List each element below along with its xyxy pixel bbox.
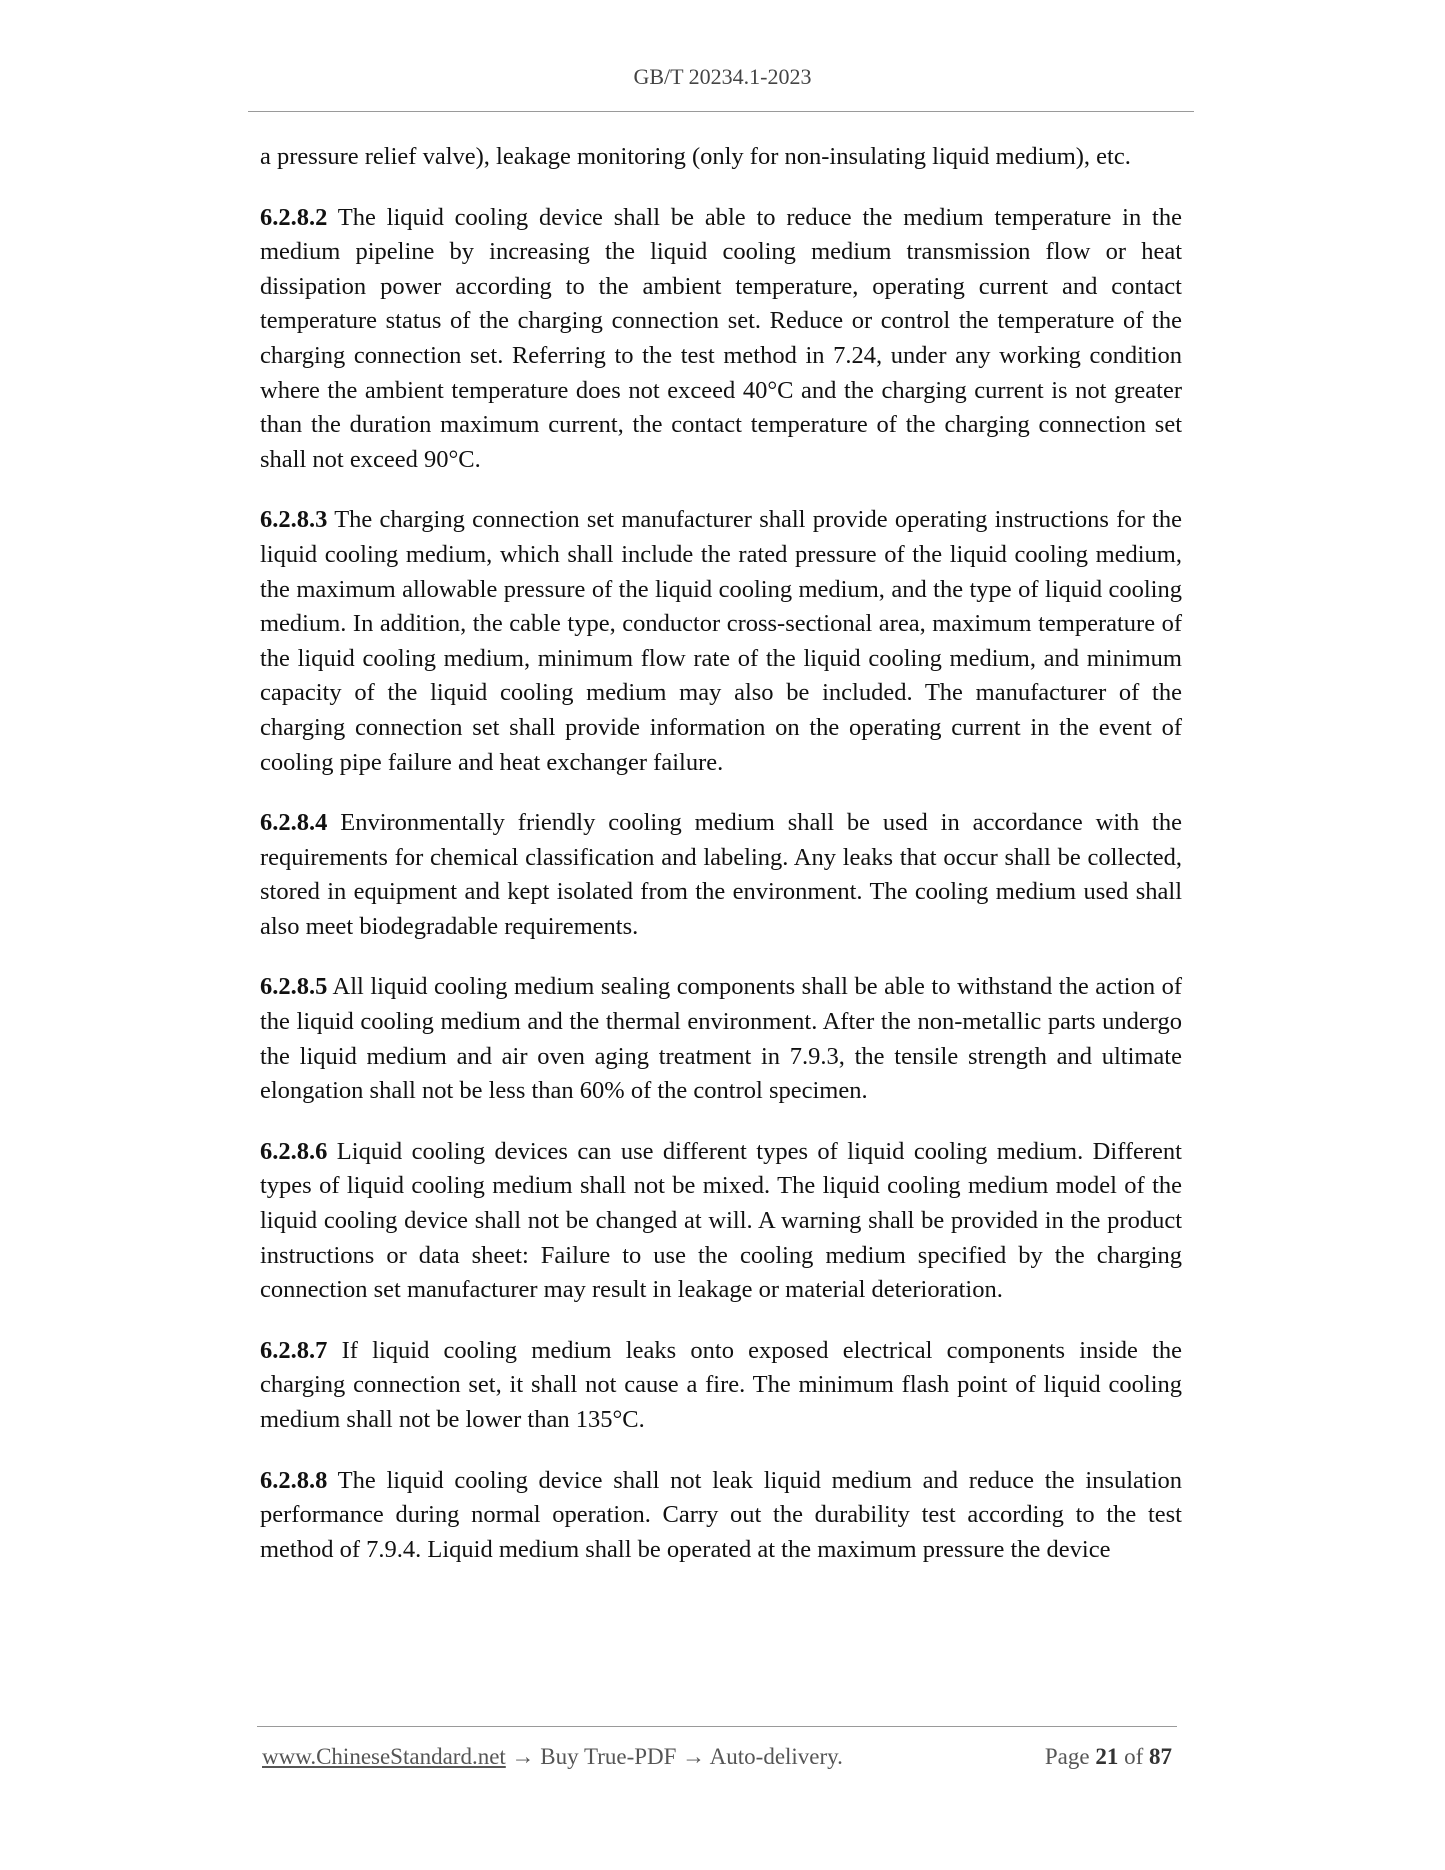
page-label: Page (1044, 1744, 1096, 1769)
footer-promo-text: → Buy True-PDF → Auto-delivery. (505, 1744, 843, 1769)
header-divider (248, 111, 1194, 112)
document-body (260, 140, 1182, 1593)
clause-text: The liquid cooling device shall not leak liquid medium and reduce the insulation performance during normal operation. Carry out the durability test according to the test method of 7.9.4. Liquid medium shall be operated at the maximum pressure the device (260, 1466, 1182, 1563)
clause-number: 6.2.8.5 (260, 973, 328, 1001)
page-total: 87 (1149, 1744, 1172, 1769)
clause-number: 6.2.8.7 (260, 1336, 328, 1364)
footer-divider (257, 1726, 1177, 1727)
clause-6-2-8-3 (260, 503, 1182, 780)
page-current: 21 (1095, 1744, 1119, 1769)
clause-6-2-8-4 (260, 806, 1182, 944)
clause-number: 6.2.8.8 (260, 1466, 328, 1494)
document-header: GB/T 20234.1-2023 (633, 64, 812, 89)
page-of: of (1118, 1744, 1149, 1769)
clause-number: 6.2.8.4 (260, 809, 328, 837)
clause-6-2-8-7 (260, 1334, 1182, 1438)
clause-text: The charging connection set manufacturer shall provide operating instructions for the liquid cooling medium, which shall include the rated pressure of the liquid cooling medium, the maximum allowable pressure of the liquid cooling medium, and the type of liquid cooling medium. In addition, the cable type, conductor cross-sectional area, maximum temperature of the liquid cooling medium, minimum flow rate of the liquid cooling medium, and minimum capacity of the liquid cooling medium may also be included. The manufacturer of the charging connection set shall provide information on the operating current in the event of cooling pipe failure and heat exchanger failure. (260, 506, 1182, 776)
clause-number: 6.2.8.3 (260, 506, 328, 534)
clause-6-2-8-5 (260, 970, 1182, 1108)
clause-text: Environmentally friendly cooling medium shall be used in accordance with the requirements for chemical classification and labeling. Any leaks that occur shall be collected, stored in equipment and kept isolated from the environment. The cooling medium used shall also meet biodegradable requirements. (260, 809, 1182, 940)
page-footer (262, 1744, 1172, 1770)
clause-text: Liquid cooling devices can use different types of liquid cooling medium. Different types of liquid cooling medium shall not be mixed. The liquid cooling medium model of the liquid cooling device shall not be changed at will. A warning shall be provided in the product instructions or data sheet: Failure to use the cooling medium specified by the charging connection set manufacturer may result in leakage or material deterioration. (260, 1137, 1182, 1304)
clause-text: All liquid cooling medium sealing components shall be able to withstand the action of the liquid cooling medium and the thermal environment. After the non-metallic parts undergo the liquid medium and air oven aging treatment in 7.9.3, the tensile strength and ultimate elongation shall not be less than 60% of the control specimen. (260, 973, 1182, 1105)
clause-number: 6.2.8.6 (260, 1137, 328, 1165)
clause-6-2-8-2 (260, 201, 1182, 478)
clause-text: If liquid cooling medium leaks onto exposed electrical components inside the charging connection set, it shall not cause a fire. The minimum flash point of liquid cooling medium shall not be lower than 135°C. (260, 1336, 1182, 1433)
clause-text: The liquid cooling device shall be able to reduce the medium temperature in the medium pipeline by increasing the liquid cooling medium transmission flow or heat dissipation power according to the ambient temperature, operating current and contact temperature status of the charging connection set. Reduce or control the temperature of the charging connection set. Referring to the test method in 7.24, under any working condition where the ambient temperature does not exceed 40°C and the charging current is not greater than the duration maximum current, the contact temperature of the charging connection set shall not exceed 90°C. (260, 203, 1182, 473)
paragraph-text: a pressure relief valve), leakage monitoring (only for non-insulating liquid medium), etc. (260, 143, 1131, 170)
footer-left (262, 1744, 843, 1770)
clause-6-2-8-8 (260, 1464, 1182, 1568)
clause-number: 6.2.8.2 (260, 203, 328, 231)
paragraph-continuation (260, 140, 1182, 175)
clause-6-2-8-6 (260, 1135, 1182, 1308)
page-number (1045, 1744, 1172, 1770)
website-link[interactable]: www.ChineseStandard.net (262, 1744, 506, 1769)
